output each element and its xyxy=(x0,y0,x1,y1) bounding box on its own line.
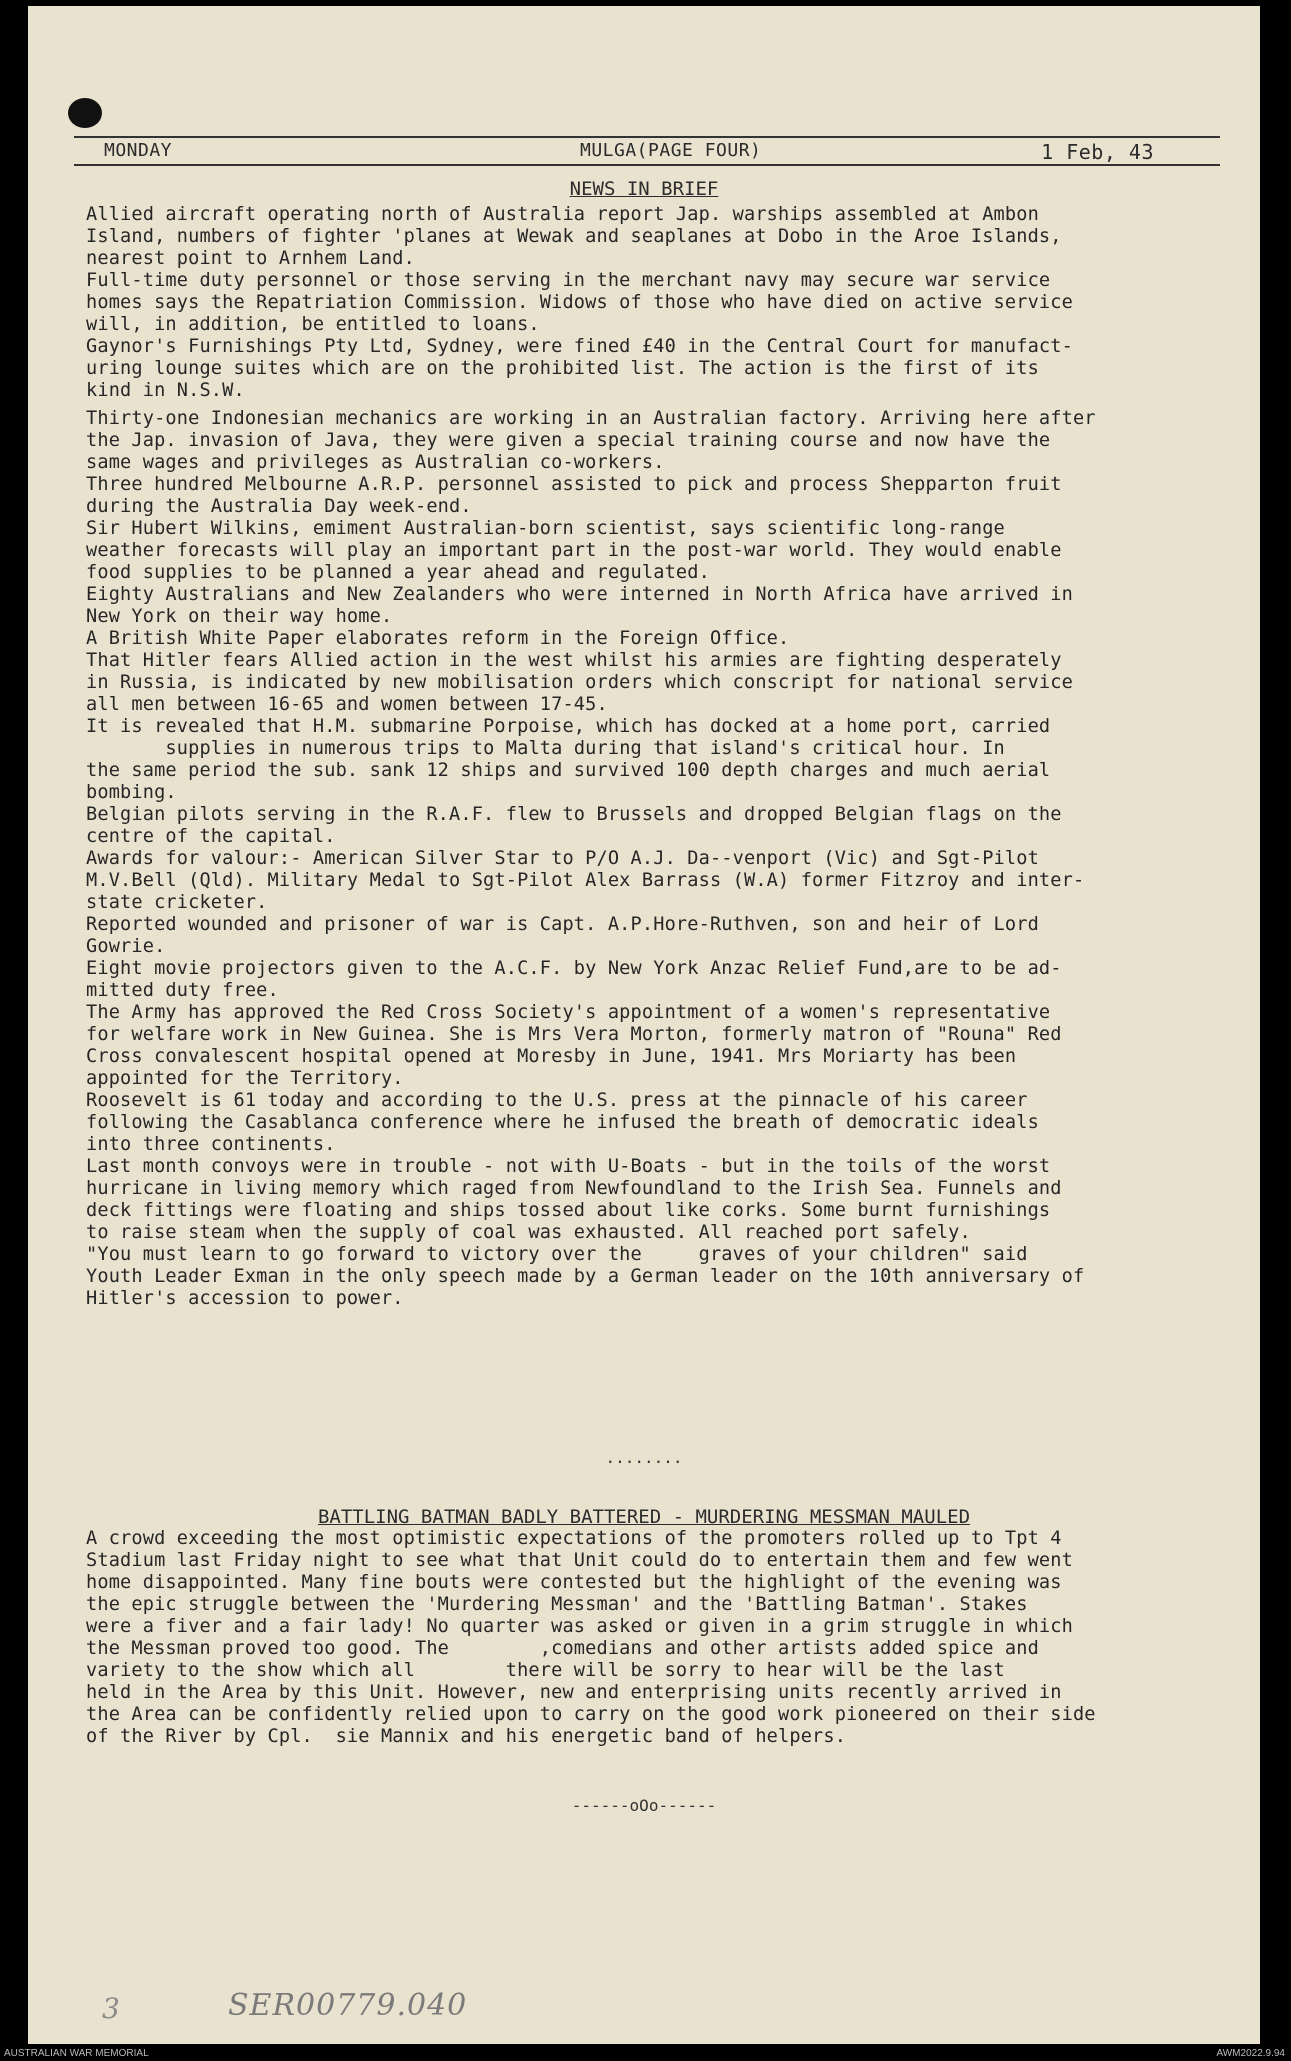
document-page xyxy=(28,6,1260,2044)
separator-dots: ........ xyxy=(605,1448,683,1467)
masthead-day: MONDAY xyxy=(104,140,173,161)
end-mark: ------oOo------ xyxy=(571,1796,717,1815)
boxing-heading: BATTLING BATMAN BADLY BATTERED - MURDERING MESSMAN MAULED xyxy=(317,1506,971,1528)
news-item: Three hundred Melbourne A.R.P. personnel assisted to pick and process Shepparton fruit during the Australia Day week-end. xyxy=(86,474,1062,517)
news-item: Sir Hubert Wilkins, emiment Australian-born scientist, says scientific long-range weather forecasts will play an important part in the post-war world. They would enable food supplies to be planned a year ahead and regulated. xyxy=(86,518,1062,583)
news-item: That Hitler fears Allied action in the west whilst his armies are fighting desperately in Russia, is indicated by new mobilisation orders which conscript for national service all men between 16-65 and women between 17-45. xyxy=(86,650,1073,715)
news-heading: NEWS IN BRIEF xyxy=(569,178,719,200)
news-item: Eighty Australians and New Zealanders who were interned in North Africa have arrived in New York on their way home. xyxy=(86,584,1073,627)
boxing-article xyxy=(86,1528,1226,1748)
news-item: It is revealed that H.M. submarine Porpoise, which has docked at a home port, carried supplies in numerous trips to Malta during that island's critical hour. In the same period the sub. sank 12 ships and survived 100 depth charges and much aerial bombing. xyxy=(86,716,1051,803)
news-item: Reported wounded and prisoner of war is Capt. A.P.Hore-Ruthven, son and heir of Lord Gowrie. xyxy=(86,914,1039,957)
news-item: Gaynor's Furnishings Pty Ltd, Sydney, were fined £40 in the Central Court for manufact- uring lounge suites which are on the prohibited list. The action is the first of its kind in N.S.W. xyxy=(86,336,1073,401)
news-item: Full-time duty personnel or those serving in the merchant navy may secure war service homes says the Repatriation Commission. Widows of those who have died on active service will, in addition, be entitled to loans. xyxy=(86,270,1073,335)
footer-credit: AUSTRALIAN WAR MEMORIAL xyxy=(4,2048,149,2059)
news-item: Allied aircraft operating north of Australia report Jap. warships assembled at Ambon Island, numbers of fighter 'planes at Wewak and seaplanes at Dobo in the Aroe Islands, nearest point to Arnhem Land. xyxy=(86,204,1062,269)
ink-stain xyxy=(68,98,102,128)
masthead xyxy=(74,134,1220,166)
news-list xyxy=(86,204,1226,1310)
catalogue-number: SER00779.040 xyxy=(228,1988,468,2023)
news-item: "You must learn to go forward to victory over the graves of your children" said Youth Leader Exman in the only speech made by a German leader on the 10th anniversary of Hitler's accession to power. xyxy=(86,1244,1085,1309)
masthead-paper: MULGA(PAGE FOUR) xyxy=(580,140,762,161)
news-item: Eight movie projectors given to the A.C.F. by New York Anzac Relief Fund,are to be ad- mitted duty free. xyxy=(86,958,1062,1001)
masthead-date: 1 Feb, 43 xyxy=(1041,140,1154,164)
news-item: Roosevelt is 61 today and according to the U.S. press at the pinnacle of his career following the Casablanca conference where he infused the breath of democratic ideals into three continents. xyxy=(86,1090,1039,1155)
news-item: A British White Paper elaborates reform in the Foreign Office. xyxy=(86,628,790,649)
news-item: Thirty-one Indonesian mechanics are working in an Australian factory. Arriving here after the Jap. invasion of Java, they were given a special training course and now have the same wages and privileges as Australian co-workers. xyxy=(86,408,1096,473)
footer-accession: AWM2022.9.94 xyxy=(1216,2048,1285,2059)
news-item: Last month convoys were in trouble - not with U-Boats - but in the toils of the worst hurricane in living memory which raged from Newfoundland to the Irish Sea. Funnels and deck fittings were floating and ships tossed about like corks. Some burnt furnishings to raise steam when the supply of coal was exhausted. All reached port safely. xyxy=(86,1156,1062,1243)
news-item: The Army has approved the Red Cross Society's appointment of a women's representative for welfare work in New Guinea. She is Mrs Vera Morton, formerly matron of "Rouna" Red Cross convalescent hospital opened at Moresby in June, 1941. Mrs Moriarty has been appointed for the Territory. xyxy=(86,1002,1062,1089)
handwritten-number: 3 xyxy=(102,1992,120,2025)
boxing-text: A crowd exceeding the most optimistic expectations of the promoters rolled up to Tpt 4 Stadium last Friday night to see what that Unit could do to entertain them and few went home disappointed. Many fine bouts were contested but the highlight of the evening was the epic struggle between the 'Murdering Messman' and the 'Battling Batman'. Stakes were a fiver and a fair lady! No quarter was asked or given in a grim struggle in which the Messman proved too good. The ,comedians and other artists added spice and variety to the show which all there will be sorry to hear will be the last held in the Area by this Unit. However, new and enterprising units recently arrived in the Area can be confidently relied upon to carry on the good work pioneered on their side of the River by Cpl. sie Mannix and his energetic band of helpers. xyxy=(86,1528,1096,1747)
news-item: Belgian pilots serving in the R.A.F. flew to Brussels and dropped Belgian flags on the centre of the capital. xyxy=(86,804,1062,847)
news-item: Awards for valour:- American Silver Star to P/O A.J. Da--venport (Vic) and Sgt-Pilot M.V.Bell (Qld). Military Medal to Sgt-Pilot Alex Barrass (W.A) former Fitzroy and inter- state cricketer. xyxy=(86,848,1085,913)
masthead-bottom-rule xyxy=(74,164,1220,166)
